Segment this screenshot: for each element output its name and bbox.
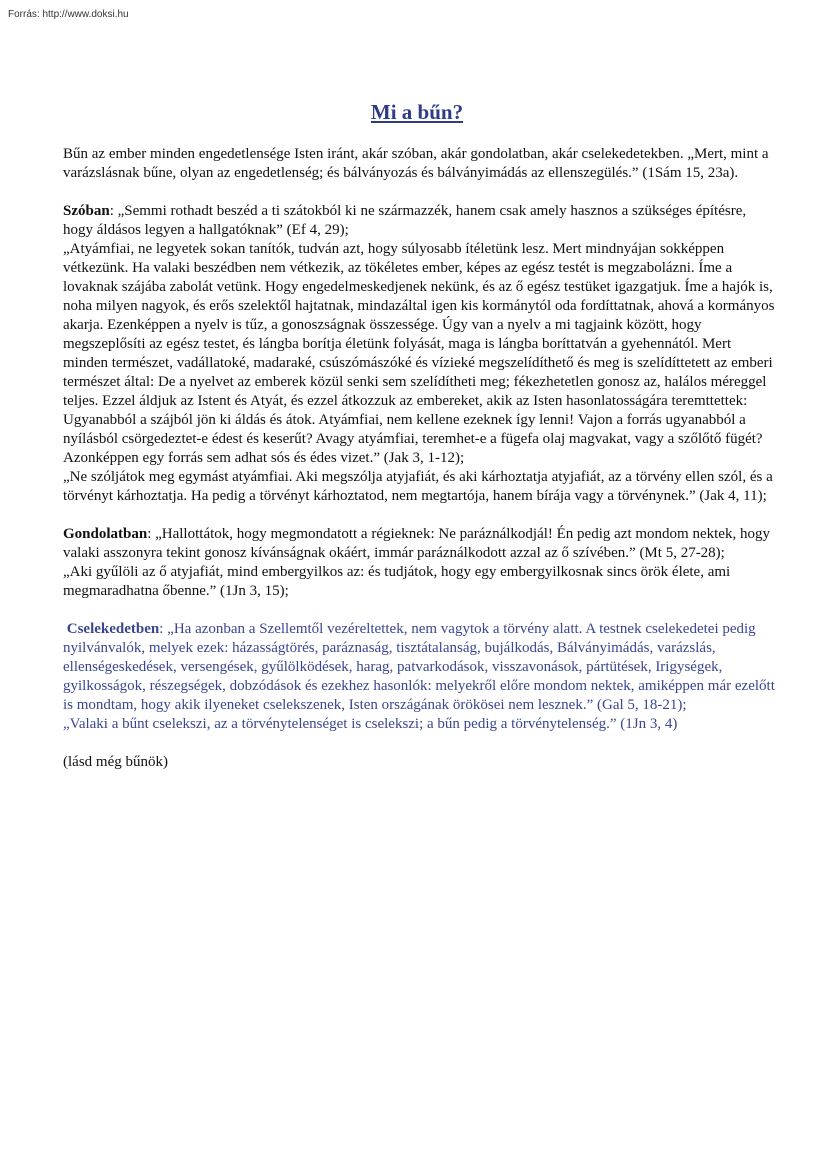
page-title: Mi a bűn? [370, 100, 464, 124]
gondolatban-paragraph-2: „Aki gyűlöli az ő atyjafiát, mind embergyilkos az: és tudjátok, hogy egy embergyilkosnak sincs örök élete, ami megmaradhatna őbenne.” (1Jn 3, 15); [63, 564, 731, 599]
szoban-text-1: : „Semmi rothadt beszéd a ti szátokból ki ne származzék, hanem csak amely hasznos a szükséges építésre, hogy áldásos legyen a hallgatóknak” (Ef 4, 29); [63, 203, 747, 238]
cselekedetben-heading: Cselekedetben [66, 621, 160, 637]
szoban-heading: Szóban [63, 203, 110, 219]
cselekedetben-text-1: : „Ha azonban a Szellemtől vezéreltettek, nem vagytok a törvény alatt. A testnek cselekedetei pedig nyilvánvalók, melyek ezek: házasságtörés, paráznaság, tisztátalanság, bujálkodás, Bálványimádás, varázslás, ellenségeskedések, versengések, gyűlölködések, harag, patvarkodások, visszavonások, pártütések, Irigységek, gyilkosságok, részegségek, dobzódások és ezekhez hasonlók: melyekről előre mondom nektek, amiképpen már ezelőtt is mondtam, hogy akik ilyeneket cselekszenek, Isten országának örökösei nem lesznek.” (Gal 5, 18-21); [63, 621, 775, 713]
gondolatban-paragraph-1 [63, 525, 775, 563]
intro-line-2: „Mert, mint a varázslásnak bűne, olyan az engedetlenség; és bálványozás és bálványimádás az ellenszegülés.” (1Sám 15, 23a). [63, 146, 769, 181]
gondolatban-heading: Gondolatban [63, 526, 148, 542]
intro-line-1: Bűn az ember minden engedetlensége Isten iránt, akár szóban, akár gondolatban, akár cselekedetekben. [63, 146, 684, 162]
szoban-paragraph-3: „Ne szóljátok meg egymást atyámfiai. Aki megszólja atyjafiát, és aki kárhoztatja atyjafiát, az a törvény ellen szól, és a törvényt kárhoztatja. Ha pedig a törvényt kárhoztatod, nem megtartója, hanem bírája vagy a törvénynek.” (Jak 4, 11); [63, 469, 773, 504]
cselekedetben-paragraph-1 [63, 620, 775, 715]
document-body [63, 145, 775, 772]
source-label: Forrás: http://www.doksi.hu [8, 9, 129, 20]
intro-paragraph [63, 145, 775, 183]
gondolatban-text-1: : „Hallottátok, hogy megmondatott a régieknek: Ne paráználkodjál! Én pedig azt mondom nektek, hogy valaki asszonyra tekint gonosz kívánságnak okáért, immár paráználkodott azzal az ő szívében.” (Mt 5, 27-28); [63, 526, 770, 561]
szoban-paragraph-1 [63, 202, 775, 240]
cselekedetben-paragraph-2: „Valaki a bűnt cselekszi, az a törvénytelenséget is cselekszi; a bűn pedig a törvénytelenség.” (1Jn 3, 4) [63, 716, 678, 732]
szoban-paragraph-2: „Atyámfiai, ne legyetek sokan tanítók, tudván azt, hogy súlyosabb ítéletünk lesz. Mert mindnyájan sokképpen vétkezünk. Ha valaki beszédben nem vétkezik, az tökéletes ember, képes az egész testét is megzabolázni. Íme a lovaknak szájába zabolát vetünk. Hogy engedelmeskedjenek nekünk, és az ő egész testüket igazgatjuk. Íme a hajók is, noha milyen nagyok, és erős szelektől hajtatnak, mindazáltal igen kis kormánytól oda fordíttatnak, ahová a kormányos akarja. Ezenképpen a nyelv is tűz, a gonoszságnak összessége. Úgy van a nyelv a mi tagjaink között, hogy megszeplősíti az egész testet, és lángba borítja életünk folyását, maga is lángba boríttatván a gyehennától. Mert minden természet, vadállatoké, madaraké, csúszómászóké és vízieké megszelídíthető és meg is szelídíttetett az emberi természet által: De a nyelvet az emberek közül senki sem szelídítheti meg; fékezhetetlen gonosz az, halálos méreggel teljes. Ezzel áldjuk az Istent és Atyát, és ezzel átkozzuk az embereket, akik az Isten hasonlatosságára teremttettek: Ugyanabból a szájból jön ki áldás és átok. Atyámfiai, nem kellene ezeknek így lenni! Vajon a forrás ugyanabból a nyílásból csörgedeztet-e édest és keserűt? Avagy atyámfiai, teremhet-e a fügefa olaj magvakat, vagy a szőlőtő fügét? Azonképpen egy forrás sem adhat sós és édes vizet.” (Jak 3, 1-12); [63, 241, 775, 466]
see-also-note: (lásd még bűnök) [63, 754, 168, 770]
